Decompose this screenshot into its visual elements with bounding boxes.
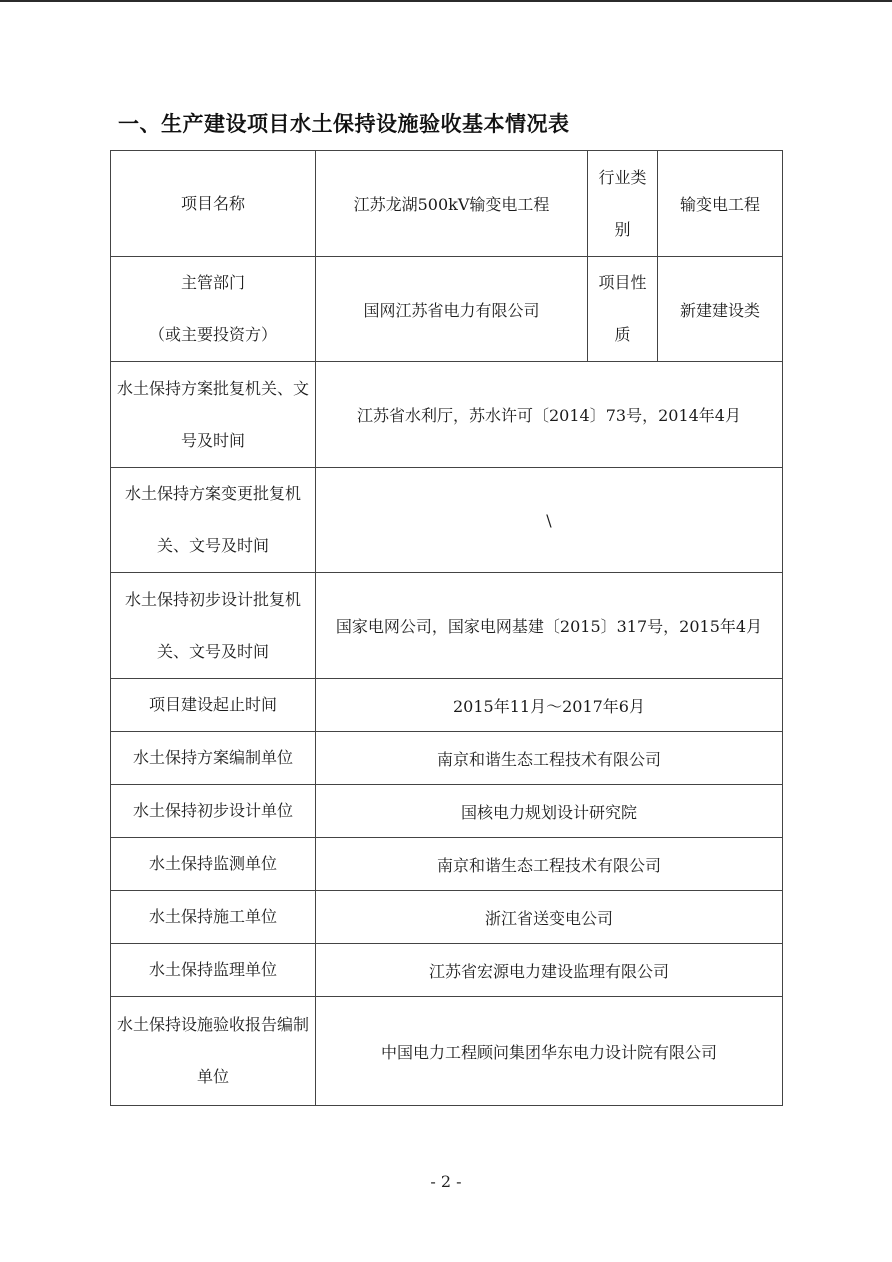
- label-cell: [111, 257, 316, 362]
- label-cell: [111, 573, 316, 679]
- value-cell: [316, 997, 783, 1106]
- value-cell: [316, 679, 783, 732]
- table-row: [111, 468, 783, 573]
- label-cell: [111, 732, 316, 785]
- value-cell: [658, 151, 783, 257]
- acceptance-report-unit-value: 中国电力工程顾问集团华东电力设计院有限公司: [380, 1042, 717, 1062]
- label-cell: [111, 785, 316, 838]
- table-row: [111, 891, 783, 944]
- table-row-department: [111, 257, 783, 362]
- table-row: [111, 838, 783, 891]
- label-cell: [111, 891, 316, 944]
- plan-approval-label: 水土保持方案批复机关、文号及时间: [117, 378, 310, 450]
- construction-period-value: 2015年11月～2017年6月: [453, 696, 645, 716]
- label-cell: [111, 944, 316, 997]
- department-value: 国网江苏省电力有限公司: [363, 300, 540, 320]
- acceptance-info-table: [110, 150, 783, 1106]
- acceptance-report-unit-label: 水土保持设施验收报告编制单位: [117, 1015, 310, 1086]
- table-row: [111, 679, 783, 732]
- plan-change-approval-label: 水土保持方案变更批复机关、文号及时间: [124, 484, 301, 555]
- plan-approval-value: 江苏省水利厅，苏水许可〔2014〕73号，2014年4月: [357, 406, 741, 425]
- industry-category-value: 输变电工程: [679, 195, 760, 214]
- table-row-project-name: [111, 151, 783, 257]
- value-cell: [316, 151, 588, 257]
- value-cell: [316, 573, 783, 679]
- label-cell: [111, 838, 316, 891]
- label-cell: [111, 362, 316, 468]
- supervision-unit-label: 水土保持监理单位: [148, 960, 277, 979]
- plan-change-approval-value: \: [546, 510, 552, 530]
- project-name-label: 项目名称: [180, 193, 245, 213]
- value-cell: [316, 944, 783, 997]
- value-cell: [316, 257, 588, 362]
- label-cell: [111, 151, 316, 257]
- plan-compiler-value: 南京和谐生态工程技术有限公司: [436, 749, 661, 769]
- page-number: - 2 -: [430, 1172, 462, 1191]
- table-row: [111, 785, 783, 838]
- supervision-unit-value: 江苏省宏源电力建设监理有限公司: [428, 961, 669, 981]
- value-cell: [316, 362, 783, 468]
- table-row: [111, 732, 783, 785]
- department-label-line2: （或主要投资方）: [148, 325, 277, 344]
- monitoring-unit-label: 水土保持监测单位: [148, 854, 277, 873]
- industry-category-label: 行业类别: [598, 167, 647, 239]
- value-cell: [316, 468, 783, 573]
- value-cell: [316, 785, 783, 838]
- table-row: [111, 573, 783, 679]
- project-name-value: 江苏龙湖500kV输变电工程: [353, 195, 550, 214]
- preliminary-design-unit-value: 国核电力规划设计研究院: [460, 802, 637, 822]
- preliminary-design-approval-value: 国家电网公司，国家电网基建〔2015〕317号，2015年4月: [335, 617, 763, 636]
- label-cell: [111, 468, 316, 573]
- plan-compiler-label: 水土保持方案编制单位: [132, 748, 293, 767]
- department-label-line1: 主管部门: [180, 273, 245, 292]
- label-cell: [588, 257, 658, 362]
- table-row: [111, 362, 783, 468]
- label-cell: [588, 151, 658, 257]
- value-cell: [316, 732, 783, 785]
- value-cell: [658, 257, 783, 362]
- preliminary-design-unit-label: 水土保持初步设计单位: [132, 801, 293, 820]
- top-border-line: [0, 0, 892, 2]
- value-cell: [316, 891, 783, 944]
- table-row: [111, 944, 783, 997]
- label-cell: [111, 997, 316, 1106]
- construction-unit-value: 浙江省送变电公司: [484, 908, 613, 928]
- label-cell: [111, 679, 316, 732]
- construction-unit-label: 水土保持施工单位: [148, 907, 277, 926]
- project-nature-label: 项目性质: [598, 273, 647, 344]
- construction-period-label: 项目建设起止时间: [148, 695, 277, 714]
- project-nature-value: 新建建设类: [679, 300, 760, 320]
- preliminary-design-approval-label: 水土保持初步设计批复机关、文号及时间: [124, 589, 301, 661]
- table-row: [111, 997, 783, 1106]
- section-heading: 一、生产建设项目水土保持设施验收基本情况表: [118, 112, 570, 136]
- value-cell: [316, 838, 783, 891]
- monitoring-unit-value: 南京和谐生态工程技术有限公司: [436, 855, 661, 875]
